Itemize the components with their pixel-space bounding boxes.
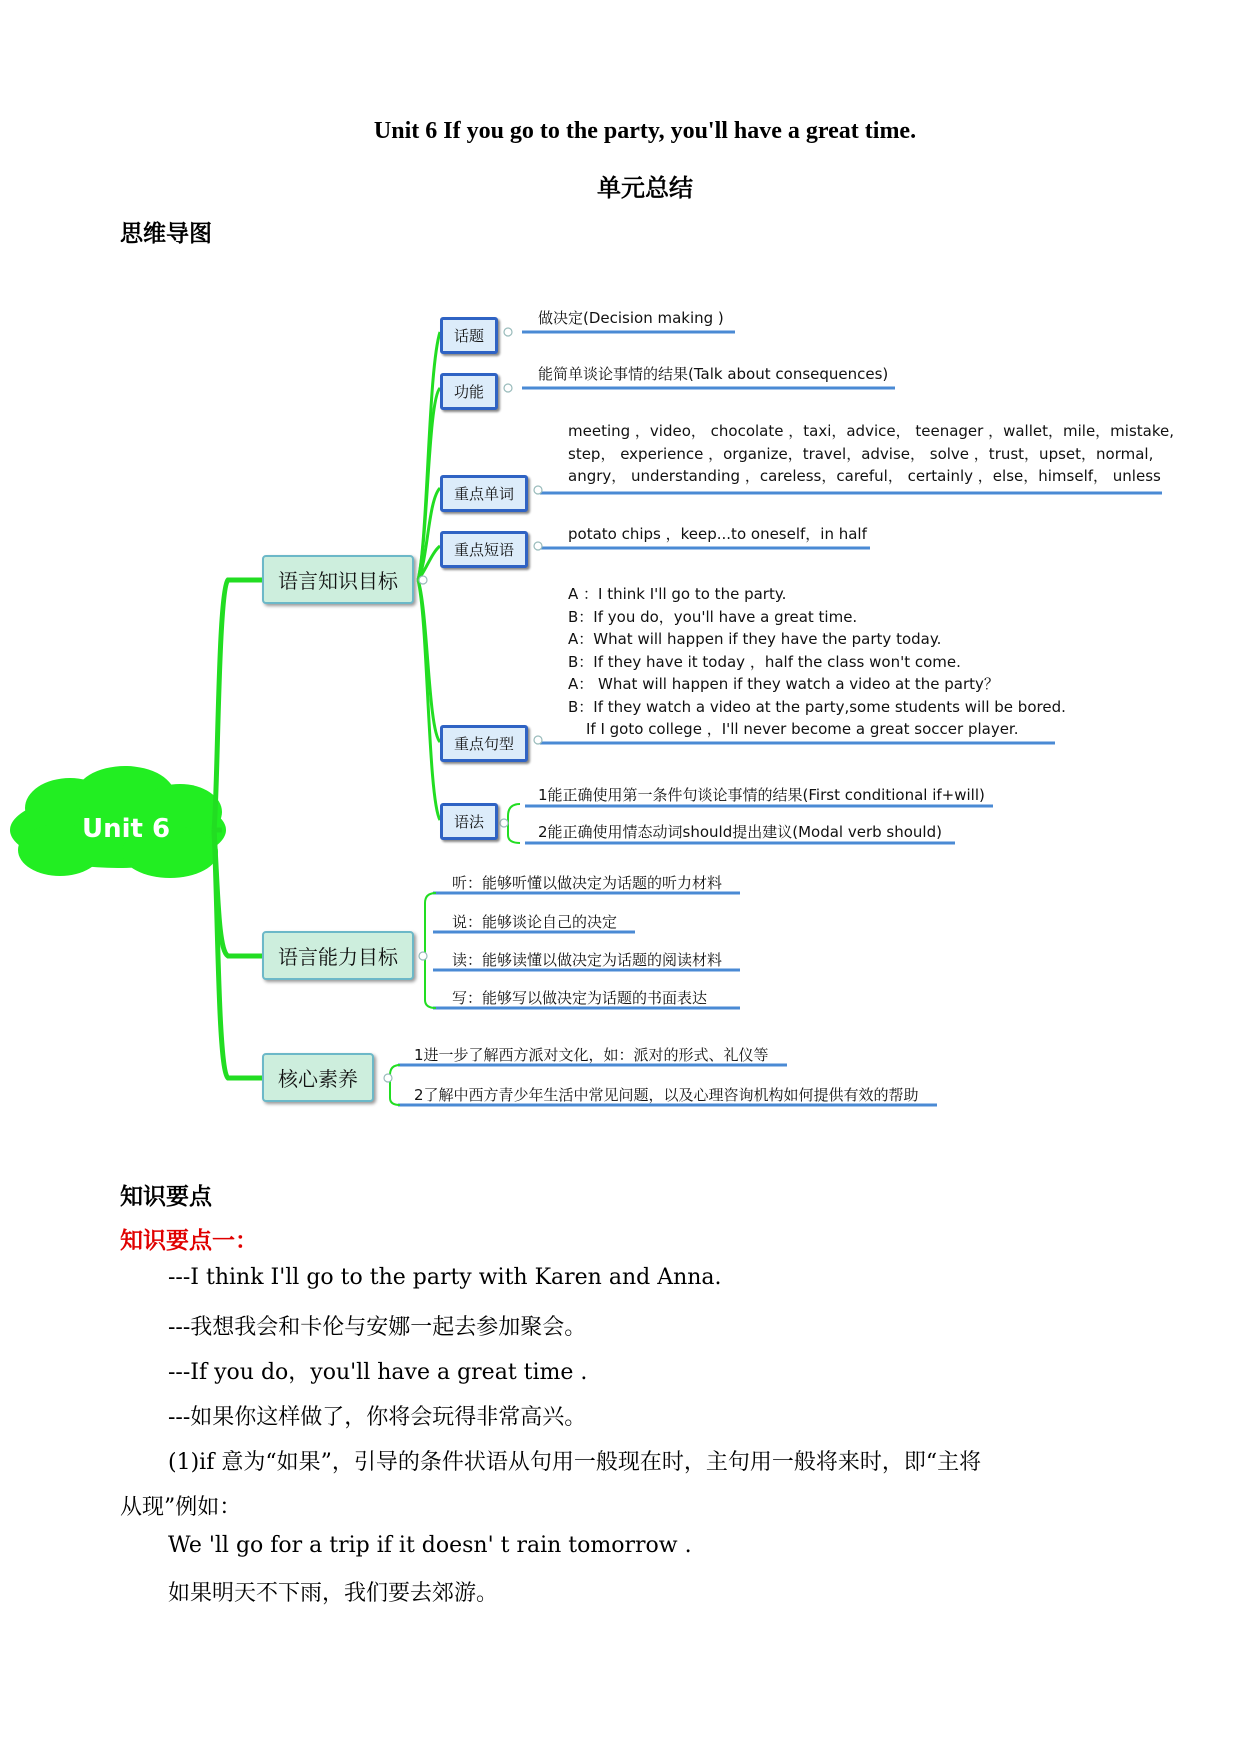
node-language-ability: 语言能力目标 (262, 931, 414, 980)
knowledge-point-1-heading: 知识要点一： (120, 1227, 258, 1254)
mind-map (0, 290, 1241, 1130)
node-key-words: 重点单词 (440, 475, 528, 512)
example-line: We 'll go for a trip if it doesn' t rain tomorrow . (168, 1533, 692, 1558)
node-key-sentences: 重点句型 (440, 725, 528, 762)
key-sentences-text (568, 583, 1066, 741)
sentence-line: B：If they watch a video at the party,some students will be bored. (568, 697, 1066, 716)
sentence-line: B：If you do，you'll have a great time. (568, 607, 858, 626)
node-core-literacy: 核心素养 (262, 1053, 374, 1102)
key-words-line: step， experience ，organize，travel，advise， solve ，trust，upset，normal, (568, 444, 1154, 463)
ability-item: 听：能够听懂以做决定为话题的听力材料 (452, 874, 723, 892)
sentence-line: A ：I think I'll go to the party. (568, 585, 787, 603)
page-subtitle: 单元总结 (597, 173, 693, 202)
example-line: ---我想我会和卡伦与安娜一起去参加聚会。 (168, 1315, 587, 1340)
key-phrases-text: potato chips ，keep...to oneself，in half (568, 525, 867, 543)
key-words-line: meeting ，video， chocolate ，taxi，advice， teenager ，wallet，mile，mistake, (568, 422, 1174, 440)
node-grammar: 语法 (440, 803, 498, 840)
page-title: Unit 6 If you go to the party, you'll have a great time. (373, 118, 917, 144)
node-topic: 话题 (440, 317, 498, 354)
grammar-item: 2能正确使用情态动词should提出建议(Modal verb should) (538, 823, 942, 841)
function-text: 能简单谈论事情的结果(Talk about consequences) (538, 365, 889, 383)
literacy-item: 2了解中西方青少年生活中常见问题，以及心理咨询机构如何提供有效的帮助 (414, 1086, 919, 1104)
root-node: Unit 6 (82, 814, 171, 844)
topic-text: 做决定(Decision making ) (538, 309, 724, 327)
sentence-line: A： What will happen if they watch a video at the party？ (568, 675, 999, 693)
ability-item: 写：能够写以做决定为话题的书面表达 (452, 989, 708, 1007)
explanation-line: (1)if 意为“如果”，引导的条件状语从句用一般现在时，主句用一般将来时，即“主将 (168, 1450, 982, 1475)
example-line: ---If you do，you'll have a great time . (168, 1360, 588, 1385)
mindmap-heading: 思维导图 (120, 220, 212, 247)
node-function: 功能 (440, 373, 498, 410)
trunk-lines (214, 580, 262, 1078)
key-words-line: angry， understanding ，careless，careful， certainly ，else，himself， unless (568, 467, 1161, 485)
ability-item: 读：能够读懂以做决定为话题的阅读材料 (452, 951, 723, 969)
literacy-item: 1进一步了解西方派对文化，如：派对的形式、礼仪等 (414, 1046, 769, 1064)
example-line: ---如果你这样做了，你将会玩得非常高兴。 (168, 1405, 587, 1430)
key-words-text (568, 420, 1174, 488)
knowledge-heading: 知识要点 (120, 1183, 212, 1210)
sentence-line: A：What will happen if they have the party today. (568, 630, 942, 648)
example-line: ---I think I'll go to the party with Karen and Anna. (168, 1265, 722, 1290)
example-line: 如果明天不下雨，我们要去郊游。 (168, 1581, 499, 1606)
ability-item: 说：能够谈论自己的决定 (452, 913, 618, 931)
node-language-knowledge: 语言知识目标 (262, 555, 414, 604)
node-key-phrases: 重点短语 (440, 531, 528, 568)
explanation-line: 从现”例如： (120, 1495, 242, 1520)
sentence-line: If I goto college ，I'll never become a great soccer player. (586, 720, 1019, 738)
grammar-item: 1能正确使用第一条件句谈论事情的结果(First conditional if+will) (538, 786, 985, 804)
sentence-line: B：If they have it today ，half the class won't come. (568, 652, 961, 671)
